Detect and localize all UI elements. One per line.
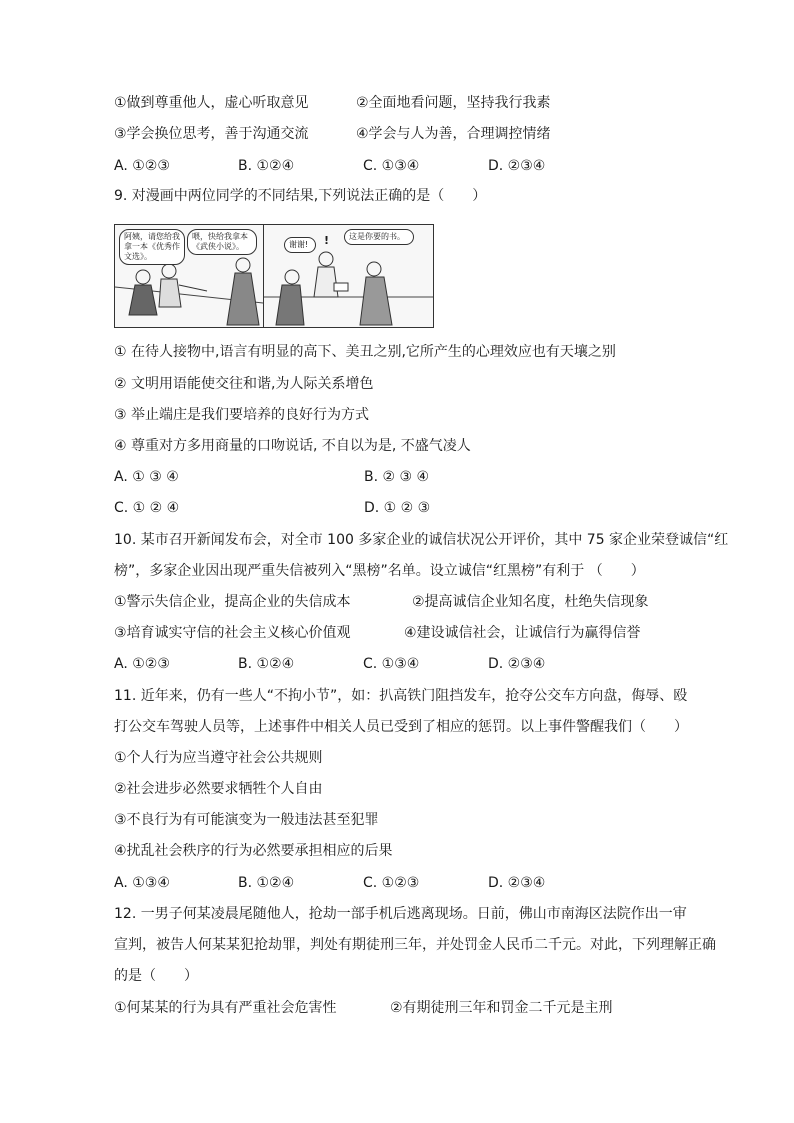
cartoon-panel-right xyxy=(264,225,433,327)
q11-item-3: ③不良行为有可能演变为一般违法甚至犯罪 xyxy=(114,812,379,828)
speech-bubble-rude: 喂，快给我拿本《武侠小说》。 xyxy=(187,229,257,255)
speech-bubble-polite: 阿姨，请您给我拿一本《优秀作文选》。 xyxy=(119,229,185,265)
q9-item-2: ② 文明用语能使交往和谐,为人际关系增色 xyxy=(114,376,374,392)
q10-option-d: D. ②③④ xyxy=(488,656,546,672)
q12-item-2: ②有期徒刑三年和罚金二千元是主刑 xyxy=(390,1000,613,1016)
q9-option-d: D. ① ② ③ xyxy=(364,500,431,516)
q12-stem-line-2: 宣判，被告人何某某犯抢劫罪，判处有期徒刑三年，并处罚金人民币二千元。对此，下列理解正确 xyxy=(114,937,716,953)
q10-stem-line-1: 10. 某市召开新闻发布会，对全市 100 多家企业的诚信状况公开评价，其中 75 家企业荣登诚信“红 xyxy=(114,532,729,548)
q8-option-a: A. ①②③ xyxy=(114,158,170,174)
q11-item-4: ④扰乱社会秩序的行为必然要承担相应的后果 xyxy=(114,843,393,859)
q9-item-3: ③ 举止端庄是我们要培养的良好行为方式 xyxy=(114,407,369,423)
q10-option-b: B. ①②④ xyxy=(238,656,295,672)
q11-option-c: C. ①②③ xyxy=(363,875,420,891)
exclamation-mark: ! xyxy=(324,234,330,247)
speech-bubble-thanks: 谢谢! xyxy=(284,237,316,253)
q11-option-d: D. ②③④ xyxy=(488,875,546,891)
q10-item-1: ①警示失信企业，提高企业的失信成本 xyxy=(114,594,351,610)
q9-option-b: B. ② ③ ④ xyxy=(364,469,430,485)
q11-option-a: A. ①③④ xyxy=(114,875,170,891)
q9-option-a: A. ① ③ ④ xyxy=(114,469,179,485)
q8-item-4: ④学会与人为善，合理调控情绪 xyxy=(356,126,551,142)
q12-stem-line-3: 的是（ ） xyxy=(114,968,198,984)
q11-stem-line-1: 11. 近年来，仍有一些人“不拘小节”，如：扒高铁门阻挡发车，抢夺公交车方向盘，侮辱、殴 xyxy=(114,688,688,704)
q8-item-2: ②全面地看问题，坚持我行我素 xyxy=(356,95,551,111)
q11-item-2: ②社会进步必然要求牺牲个人自由 xyxy=(114,781,323,797)
q10-item-3: ③培育诚实守信的社会主义核心价值观 xyxy=(114,625,351,641)
speech-bubble-book: 这是你要的书。 xyxy=(344,229,414,245)
q11-stem-line-2: 打公交车驾驶人员等，上述事件中相关人员已受到了相应的惩罚。以上事件警醒我们（ ） xyxy=(114,719,688,735)
q12-item-1: ①何某某的行为具有严重社会危害性 xyxy=(114,1000,337,1016)
q11-item-1: ①个人行为应当遵守社会公共规则 xyxy=(114,750,323,766)
q9-cartoon xyxy=(114,224,434,328)
q12-stem-line-1: 12. 一男子何某凌晨尾随他人，抢劫一部手机后逃离现场。日前，佛山市南海区法院作出一审 xyxy=(114,906,687,922)
q11-option-b: B. ①②④ xyxy=(238,875,295,891)
q9-item-4: ④ 尊重对方多用商量的口吻说话, 不自以为是, 不盛气凌人 xyxy=(114,438,471,454)
q10-stem-line-2: 榜”，多家企业因出现严重失信被列入“黑榜”名单。设立诚信“红黑榜”有利于 （ ） xyxy=(114,563,645,579)
q8-option-d: D. ②③④ xyxy=(488,158,546,174)
q10-item-2: ②提高诚信企业知名度，杜绝失信现象 xyxy=(412,594,649,610)
q10-option-c: C. ①③④ xyxy=(363,656,420,672)
q9-option-c: C. ① ② ④ xyxy=(114,500,180,516)
q9-stem: 9. 对漫画中两位同学的不同结果,下列说法正确的是（ ） xyxy=(114,188,487,204)
q9-item-1: ① 在待人接物中,语言有明显的高下、美丑之别,它所产生的心理效应也有天壤之别 xyxy=(114,344,616,360)
cartoon-panel-left xyxy=(115,225,264,327)
q10-item-4: ④建设诚信社会，让诚信行为赢得信誉 xyxy=(404,625,641,641)
q8-item-1: ①做到尊重他人，虚心听取意见 xyxy=(114,95,309,111)
q8-item-3: ③学会换位思考，善于沟通交流 xyxy=(114,126,309,142)
q8-option-c: C. ①③④ xyxy=(363,158,420,174)
q8-option-b: B. ①②④ xyxy=(238,158,295,174)
q10-option-a: A. ①②③ xyxy=(114,656,170,672)
